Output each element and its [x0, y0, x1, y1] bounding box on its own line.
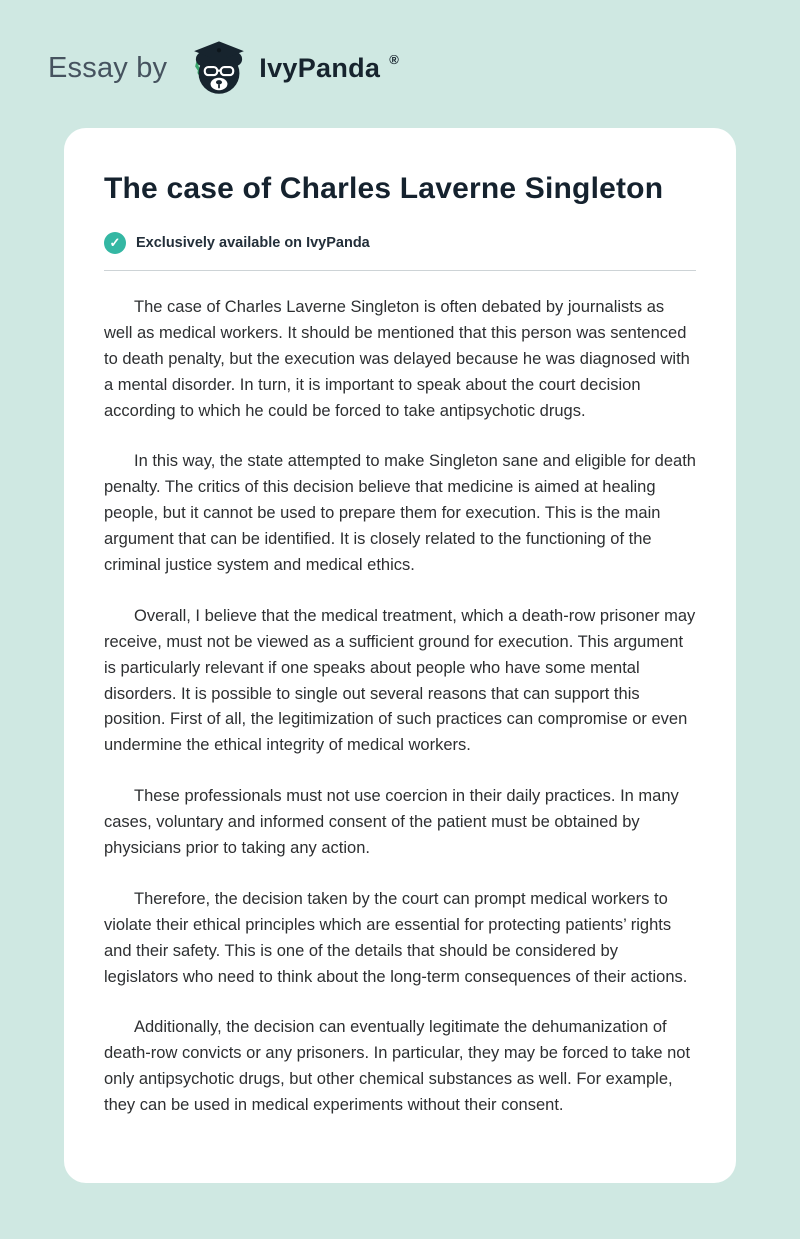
essay-paragraph: Overall, I believe that the medical treatment, which a death-row prisoner may receive, must not be viewed as a sufficient ground for execution. This argument is particularly relevant if one speaks about people who have some mental disorders. It is possible to single out several reasons that can support this position. First of all, the legitimization of such practices can compromise or even undermine the ethical integrity of medical workers. — [104, 606, 696, 755]
site-header — [0, 0, 800, 128]
essay-paragraph: Therefore, the decision taken by the court can prompt medical workers to violate their ethical principles which are essential for protecting patients’ rights and their safety. This is one of the details that should be considered by legislators who need to think about the long-term consequences of their actions. — [104, 889, 688, 986]
registered-trademark: ® — [389, 51, 399, 67]
essay-by-label: Essay by — [48, 51, 168, 84]
essay-paragraph: In this way, the state attempted to make Singleton sane and eligible for death penalty. The critics of this decision believe that medicine is aimed at healing people, but it cannot be used to prepare them for execution. This is the main argument that can be identified. It is closely related to the functioning of the criminal justice system and medical ethics. — [104, 452, 696, 575]
availability-label: Exclusively available on IvyPanda — [136, 235, 370, 251]
availability-badge — [104, 232, 696, 271]
page-title: The case of Charles Laverne Singleton — [104, 172, 664, 205]
brand-name: IvyPanda — [259, 52, 381, 83]
essay-paragraph: Additionally, the decision can eventually legitimate the dehumanization of death-row convicts or any prisoners. In particular, they may be forced to take not only antipsychotic drugs, but other chemical substances as well. For example, they can be used in medical experiments without their consent. — [104, 1018, 691, 1115]
essay-paragraph: The case of Charles Laverne Singleton is often debated by journalists as well as medical workers. It should be mentioned that this person was sentenced to death penalty, but the execution was delayed because he was diagnosed with a mental disorder. In turn, it is important to speak about the court decision according to which he could be forced to take antipsychotic drugs. — [104, 298, 690, 420]
panda-logo-icon — [187, 36, 251, 100]
essay-body — [104, 281, 696, 1119]
ivypanda-logo — [187, 36, 399, 100]
essay-paragraph: These professionals must not use coercion in their daily practices. In many cases, voluntary and informed consent of the patient must be obtained by physicians prior to taking any action. — [104, 787, 679, 858]
essay-card — [64, 128, 736, 1183]
check-icon: ✓ — [104, 232, 126, 254]
